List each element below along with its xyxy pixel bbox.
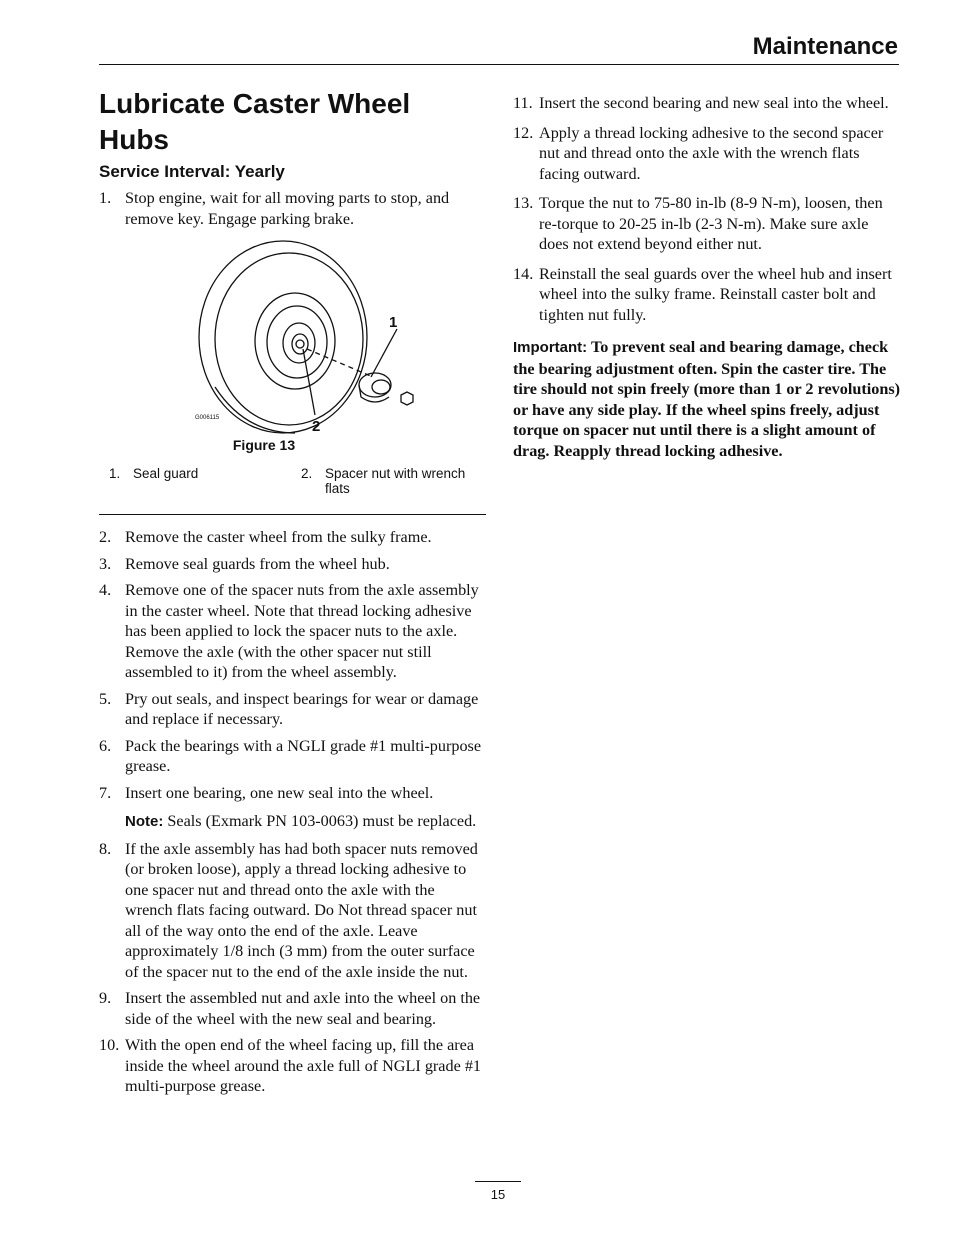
axle-centerline: [307, 349, 373, 377]
step-text: Apply a thread locking adhesive to the second spacer nut and thread onto the axle with the wrench flats facing outward.: [539, 123, 884, 183]
step-text: Remove one of the spacer nuts from the axle assembly in the caster wheel. Note that thread locking adhesive has been applied to lock the spacer nuts to the axle. Remove the axle (with the other spacer nut still assembled to it) from the wheel assembly.: [125, 581, 479, 681]
step-item: [99, 689, 486, 730]
figure-caption: Figure 13: [232, 437, 296, 453]
step-text: Remove seal guards from the wheel hub.: [125, 554, 390, 573]
tire-outer: [199, 241, 367, 433]
header-rule: [99, 64, 899, 65]
note-label: Note:: [125, 813, 164, 830]
step-text: With the open end of the wheel facing up, fill the area inside the wheel around the axle full of NGLI grade #1 multi-purpose grease.: [125, 1036, 482, 1095]
legend-text: Spacer nut with wrench flats: [325, 466, 466, 496]
step-number: 3.: [99, 554, 112, 573]
caster-wheel-illustration: [175, 237, 435, 437]
step-number: 12.: [513, 123, 534, 142]
step-number: 4.: [99, 581, 112, 599]
steps-list-right: [513, 93, 901, 325]
step-text: Pack the bearings with a NGLI grade #1 multi-purpose grease.: [125, 736, 482, 775]
header-section-title: Maintenance: [752, 33, 898, 60]
lock-nut: [401, 392, 413, 405]
step-text: Torque the nut to 75-80 in-lb (8-9 N-m), loosen, then re-torque to 20-25 in-lb (2-3 N-m). Make sure axle does not extend beyond either nut.: [539, 194, 883, 253]
legend-num: 1.: [109, 466, 121, 481]
tire-tread-edge: [215, 387, 295, 433]
callout-1: 1: [389, 314, 398, 331]
step-text: Stop engine, wait for all moving parts to stop, and remove key. Engage parking brake.: [125, 189, 450, 228]
step-item: [99, 188, 486, 229]
axle-end: [296, 340, 304, 348]
left-column: [99, 86, 486, 1103]
steps-list-a: [99, 188, 486, 229]
step-number: 9.: [99, 989, 112, 1007]
important-notice: [513, 337, 901, 461]
step-text: If the axle assembly has had both spacer nuts removed (or broken loose), apply a thread locking adhesive to one spacer nut and thread onto the axle with the wrench flats facing outward. Do Not thread spacer nut all of the way onto the end of the axle. Leave approximately 1/8 inch (3 mm) from the outer surface of the spacer nut to the end of the axle inside the nut.: [125, 839, 478, 981]
step-item: [99, 839, 486, 983]
step-number: 11.: [513, 94, 533, 112]
step-item: [99, 527, 486, 548]
step-item: [99, 554, 486, 575]
note-text: Seals (Exmark PN 103-0063) must be replaced.: [167, 812, 477, 830]
step-text: Pry out seals, and inspect bearings for wear or damage and replace if necessary.: [125, 689, 479, 728]
steps-list-b: [99, 527, 486, 803]
hub: [283, 323, 315, 363]
step-item: [99, 988, 486, 1029]
legend-num: 2.: [301, 466, 313, 481]
step-number: 14.: [513, 264, 534, 283]
step-number: 1.: [99, 189, 112, 207]
step-item: [99, 783, 486, 804]
important-label: Important:: [513, 339, 588, 356]
step-item: [513, 93, 901, 114]
seal-guard: [292, 334, 308, 354]
figure-rule: [99, 514, 486, 515]
service-interval: Service Interval: Yearly: [99, 162, 285, 181]
section-title: Lubricate Caster Wheel Hubs: [99, 88, 411, 155]
page-number: 15: [490, 1187, 506, 1202]
step-text: Insert the second bearing and new seal into the wheel.: [539, 94, 889, 112]
step-item: [513, 264, 901, 326]
spacer-nut-face: [372, 380, 390, 394]
callout-2: 2: [312, 418, 321, 435]
figure-13: [99, 237, 486, 517]
note: [99, 811, 486, 833]
leader-line-1: [371, 329, 397, 377]
right-column: [513, 93, 901, 461]
steps-list-c: [99, 839, 486, 1097]
step-text: Insert the assembled nut and axle into the wheel on the side of the wheel with the new seal and bearing.: [125, 989, 481, 1028]
page-number-rule: [475, 1181, 521, 1182]
step-item: [99, 736, 486, 777]
step-item: [513, 193, 901, 255]
important-text: To prevent seal and bearing damage, check the bearing adjustment often. Spin the caster tire. The tire should not spin freely (more than 1 or 2 revolutions) or have any side play. If the wheel spins freely, adjust torque on spacer nut until there is a slight amount of drag. Reapply thread locking adhesive.: [513, 338, 901, 460]
step-text: Reinstall the seal guards over the wheel hub and insert wheel into the sulky frame. Reinstall caster bolt and tighten nut fully.: [539, 264, 892, 324]
step-number: 13.: [513, 194, 534, 212]
step-number: 7.: [99, 783, 112, 802]
step-number: 8.: [99, 839, 112, 858]
step-number: 10.: [99, 1036, 120, 1054]
step-number: 5.: [99, 689, 112, 708]
tire-inner: [215, 253, 363, 425]
step-text: Insert one bearing, one new seal into the wheel.: [125, 783, 434, 802]
figure-code: G006115: [195, 415, 220, 421]
step-number: 2.: [99, 528, 112, 546]
legend-text: Seal guard: [133, 466, 199, 481]
step-text: Remove the caster wheel from the sulky frame.: [125, 528, 432, 546]
step-number: 6.: [99, 736, 112, 755]
step-item: [99, 580, 486, 683]
step-item: [513, 123, 901, 185]
step-item: [99, 1035, 486, 1097]
